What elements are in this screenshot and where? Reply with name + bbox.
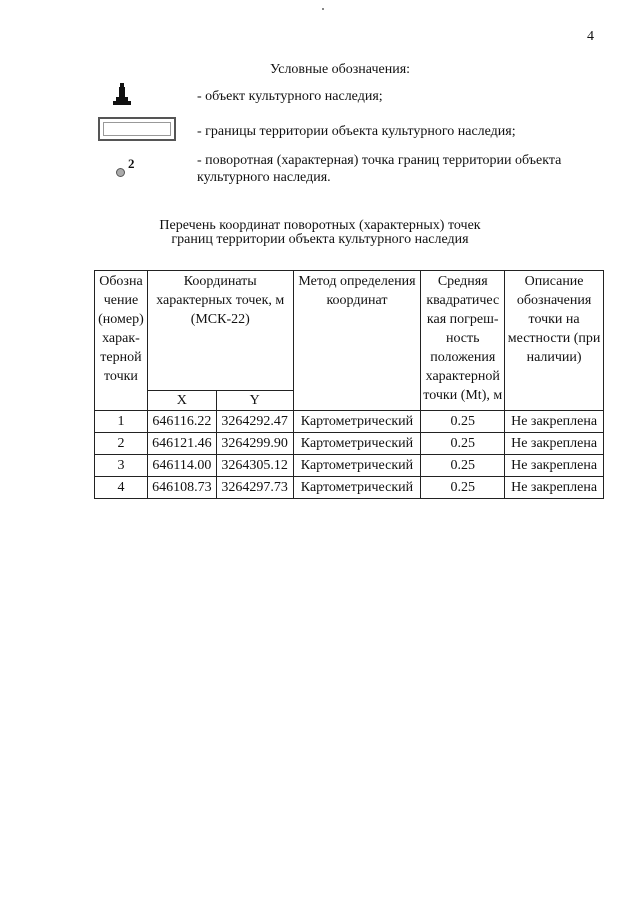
header-designation: Обозна чение (номер) харак- терной точки (95, 271, 148, 411)
cell-mt: 0.25 (421, 477, 505, 499)
cell-mt: 0.25 (421, 455, 505, 477)
cell-num: 3 (95, 455, 148, 477)
legend-item-monument: - объект культурного наследия; (197, 89, 383, 104)
scan-speck (322, 8, 324, 10)
cell-x: 646116.22 (147, 411, 216, 433)
cell-desc: Не закреплена (505, 455, 604, 477)
table-header-row (95, 271, 604, 391)
cell-y: 3264305.12 (216, 455, 293, 477)
coordinates-table (94, 270, 604, 499)
section-title-line1: Перечень координат поворотных (характерных) точек (159, 218, 481, 233)
cell-x: 646114.00 (147, 455, 216, 477)
cell-method: Картометрический (293, 455, 421, 477)
cell-desc: Не закреплена (505, 411, 604, 433)
cell-num: 4 (95, 477, 148, 499)
cell-y: 3264292.47 (216, 411, 293, 433)
cell-x: 646121.46 (147, 433, 216, 455)
cell-desc: Не закреплена (505, 477, 604, 499)
cell-y: 3264299.90 (216, 433, 293, 455)
table-row (95, 411, 604, 433)
header-x: X (147, 391, 216, 411)
header-description: Описание обозначения точки на местности (при наличии) (505, 271, 604, 411)
header-y: Y (216, 391, 293, 411)
header-coordinates: Координаты характерных точек, м (МСК-22) (147, 271, 293, 391)
cell-mt: 0.25 (421, 433, 505, 455)
cell-mt: 0.25 (421, 411, 505, 433)
cell-x: 646108.73 (147, 477, 216, 499)
legend-title: Условные обозначения: (270, 62, 411, 77)
cell-method: Картометрический (293, 411, 421, 433)
monument-icon (111, 83, 133, 110)
boundary-rectangle-icon (98, 117, 176, 141)
cell-num: 2 (95, 433, 148, 455)
table-row (95, 477, 604, 499)
table-row (95, 455, 604, 477)
turning-point-icon (116, 168, 125, 177)
turning-point-icon-label: 2 (128, 156, 135, 171)
section-title-line2: границ территории объекта культурного наследия (171, 232, 469, 247)
cell-method: Картометрический (293, 433, 421, 455)
cell-y: 3264297.73 (216, 477, 293, 499)
table-row (95, 433, 604, 455)
cell-method: Картометрический (293, 477, 421, 499)
header-error: Средняя квадратичес кая погреш- ность положения характерной точки (Mt), м (421, 271, 505, 411)
header-method: Метод определения координат (293, 271, 421, 411)
legend-item-boundary: - границы территории объекта культурного наследия; (197, 124, 516, 139)
legend-item-turning-point: - поворотная (характерная) точка границ территории объекта культурного наследия. (197, 153, 562, 185)
cell-num: 1 (95, 411, 148, 433)
cell-desc: Не закреплена (505, 433, 604, 455)
page-number: 4 (587, 29, 594, 44)
